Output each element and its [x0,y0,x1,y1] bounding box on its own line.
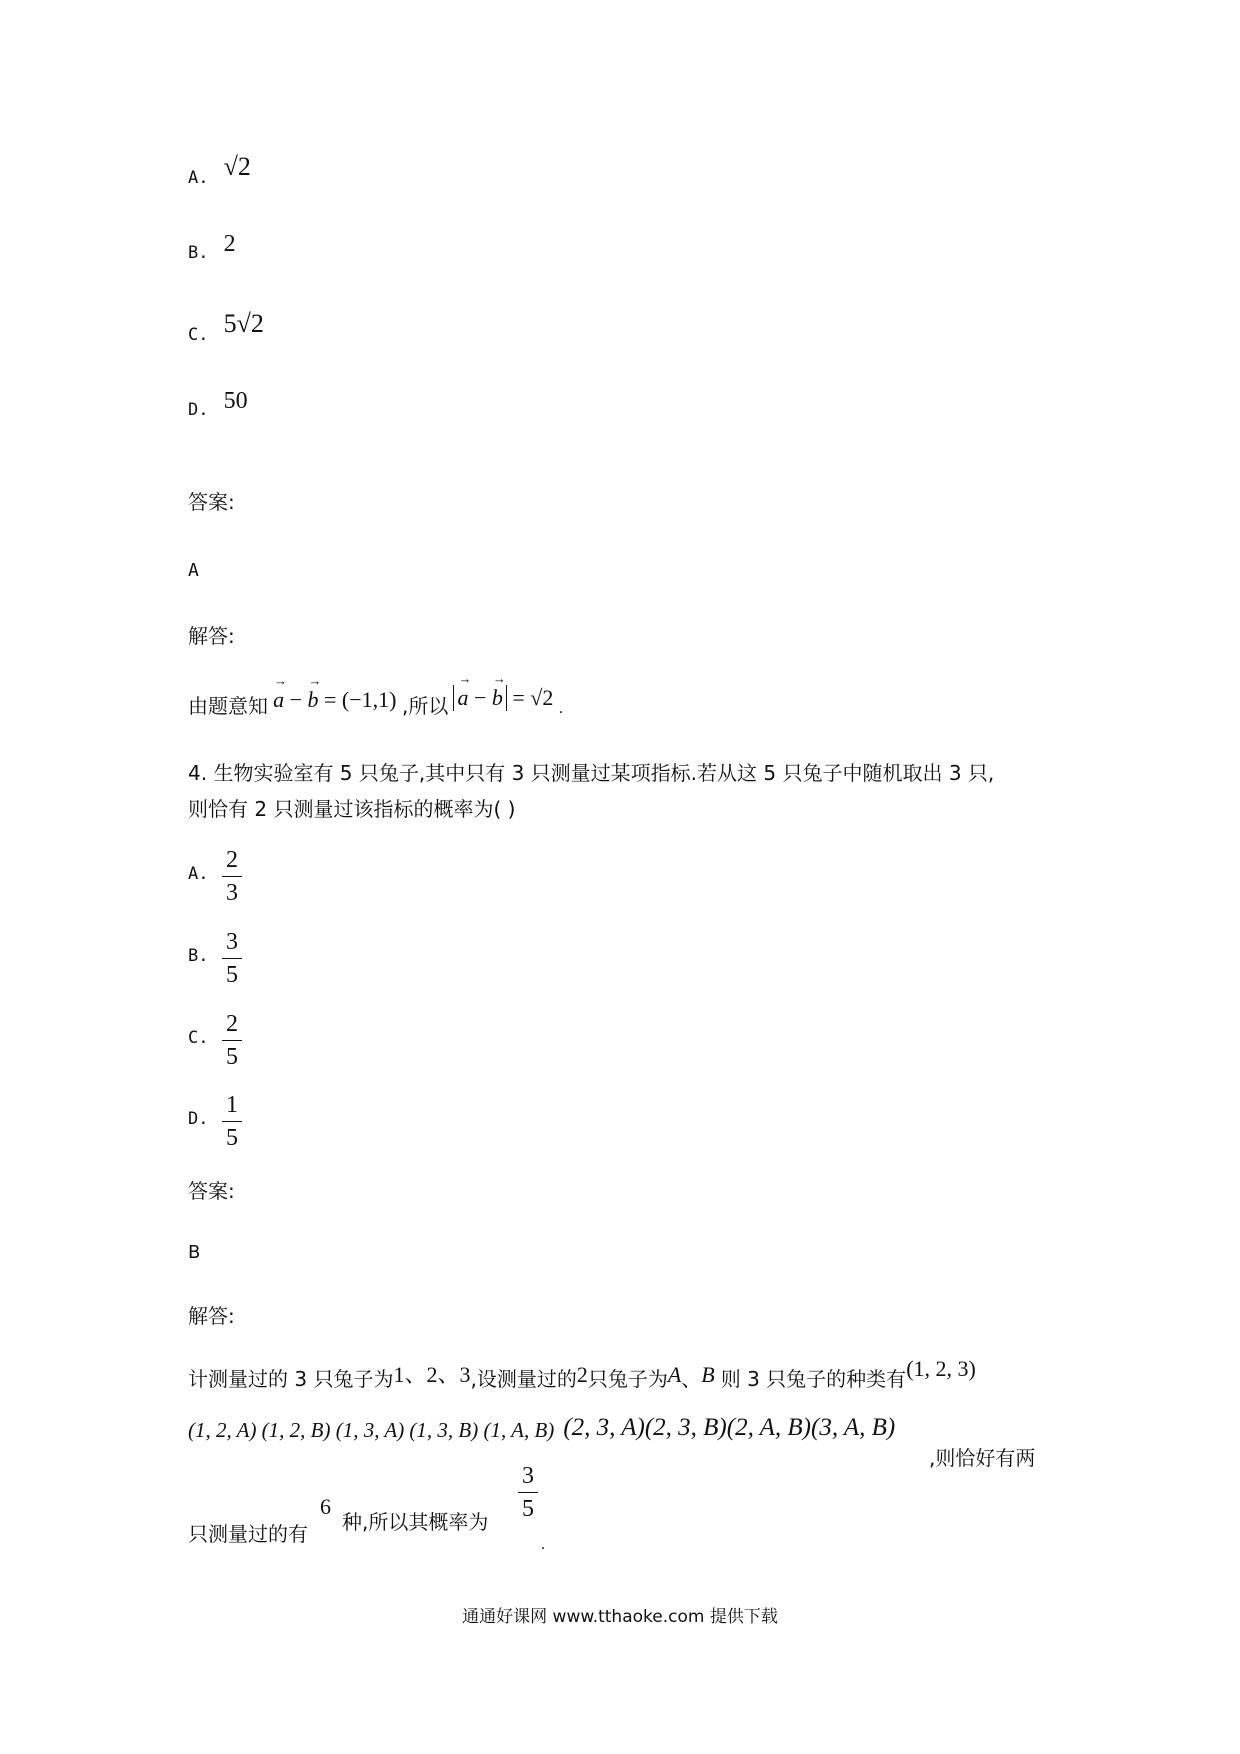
q3-option-b [188,231,236,265]
fraction-denominator: 5 [226,962,238,988]
option-value: √2 [223,152,251,181]
vector-expression: → a − → b = (−1,1) [273,687,402,712]
q4-solution-heading: 解答: [188,1304,235,1328]
solution-text: ,设测量过的 [470,1367,577,1391]
fraction-numerator: 3 [522,1463,534,1489]
solution-math-list: (1, 2, A) (1, 2, B) (1, 3, A) (1, 3, B) (1, A, B) [188,1418,555,1442]
q4-solution-line1 [188,1356,976,1393]
q4-option-a-label: A. [188,864,209,884]
q4-option-c-fraction [222,1010,242,1071]
solution-math: 2 [576,1362,588,1387]
option-label: A. [188,168,209,188]
q3-option-a [188,152,251,190]
q4-solution-line3-text: 只测量过的有 [188,1522,308,1546]
solution-math: B [701,1362,715,1387]
q4-option-b-label: B. [188,946,209,966]
q4-option-a-fraction [222,846,242,907]
fraction-denominator: 5 [226,1044,238,1070]
q3-answer-heading: 答案: [188,490,235,514]
q4-solution-six: 6 [320,1494,331,1519]
q4-stem-line2: 则恰有 2 只测量过该指标的概率为( ) [188,797,516,821]
fraction-numerator: 2 [226,847,238,873]
q3-option-d [188,388,248,422]
q3-solution-line [188,685,563,719]
fraction-denominator: 5 [226,1125,238,1151]
q4-solution-end: . [541,1536,545,1553]
q3-answer: A [188,560,199,581]
q4-option-b-fraction [222,928,242,989]
solution-text: 、 [681,1367,702,1391]
option-value: 2 [223,231,236,257]
solution-text: 只兔子为 [587,1367,668,1391]
fraction-numerator: 3 [226,929,238,955]
q3-option-c [188,309,264,347]
q4-stem-line1: 4. 生物实验室有 5 只兔子,其中只有 3 只测量过某项指标.若从这 5 只兔子中随机取出 3 只, [188,761,995,785]
fraction-denominator: 3 [226,880,238,906]
q4-answer: B [188,1242,201,1263]
expr-rhs: = (−1,1) [324,687,397,712]
solution-text: ,所以 [401,694,449,718]
solution-text: 由题意知 [188,694,268,718]
solution-math: A [667,1362,682,1387]
option-label: D. [188,400,209,420]
q4-option-d-label: D. [188,1109,209,1129]
option-value: 50 [223,388,248,414]
magnitude-expression: → a − → b = √2 [453,685,558,710]
solution-text: 计测量过的 3 只兔子为 [188,1367,394,1391]
fraction-denominator: 5 [522,1496,534,1522]
q4-option-d-fraction [222,1091,242,1152]
expr-rhs: = √2 [512,685,554,710]
q4-option-c-label: C. [188,1028,209,1048]
option-value: 5√2 [223,309,264,338]
q4-answer-heading: 答案: [188,1179,235,1203]
q4-solution-line2-tail: ,则恰好有两 [929,1446,1036,1470]
solution-math: (1, 2, 3) [906,1356,976,1381]
solution-text: 则 3 只兔子的种类有 [720,1367,907,1391]
option-label: C. [188,325,209,345]
footer-text: 通通好课网 www.tthaoke.com 提供下载 [462,1607,778,1627]
q4-solution-line3-text2: 种,所以其概率为 [342,1510,489,1534]
fraction-numerator: 1 [226,1092,238,1118]
q3-solution-heading: 解答: [188,624,235,648]
solution-end: . [558,700,563,717]
fraction-numerator: 2 [226,1011,238,1037]
q4-solution-line2 [188,1416,895,1444]
q4-solution-fraction [518,1462,538,1523]
option-label: B. [188,243,209,263]
solution-math-list: (2, 3, A)(2, 3, B)(2, A, B)(3, A, B) [563,1414,896,1441]
solution-math: 1、2、3 [393,1362,471,1387]
